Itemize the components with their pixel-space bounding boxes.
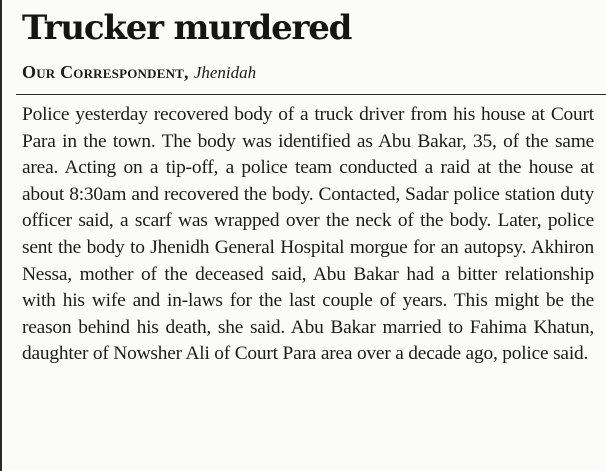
divider-rule	[16, 94, 606, 95]
byline-author: Our Correspondent,	[22, 62, 189, 82]
byline	[22, 62, 256, 83]
article-body: Police yesterday recovered body of a truck driver from his house at Court Para in the town. The body was identified as Abu Bakar, 35, of the same area. Acting on a tip-off, a police team conducted a raid at the house at about 8:30am and recovered the body. Contacted, Sadar police station duty officer said, a scarf was wrapped over the neck of the body. Later, police sent the body to Jhenidh General Hospital morgue for an autopsy. Akhiron Nessa, mother of the deceased said, Abu Bakar had a bitter relationship with his wife and in-laws for the last couple of years. This might be the reason behind his death, she said. Abu Bakar married to Fahima Khatun, daughter of Nowsher Ali of Court Para area over a decade ago, police said.	[22, 104, 594, 365]
byline-location: Jhenidah	[193, 63, 257, 82]
headline: Trucker murdered	[22, 8, 352, 48]
